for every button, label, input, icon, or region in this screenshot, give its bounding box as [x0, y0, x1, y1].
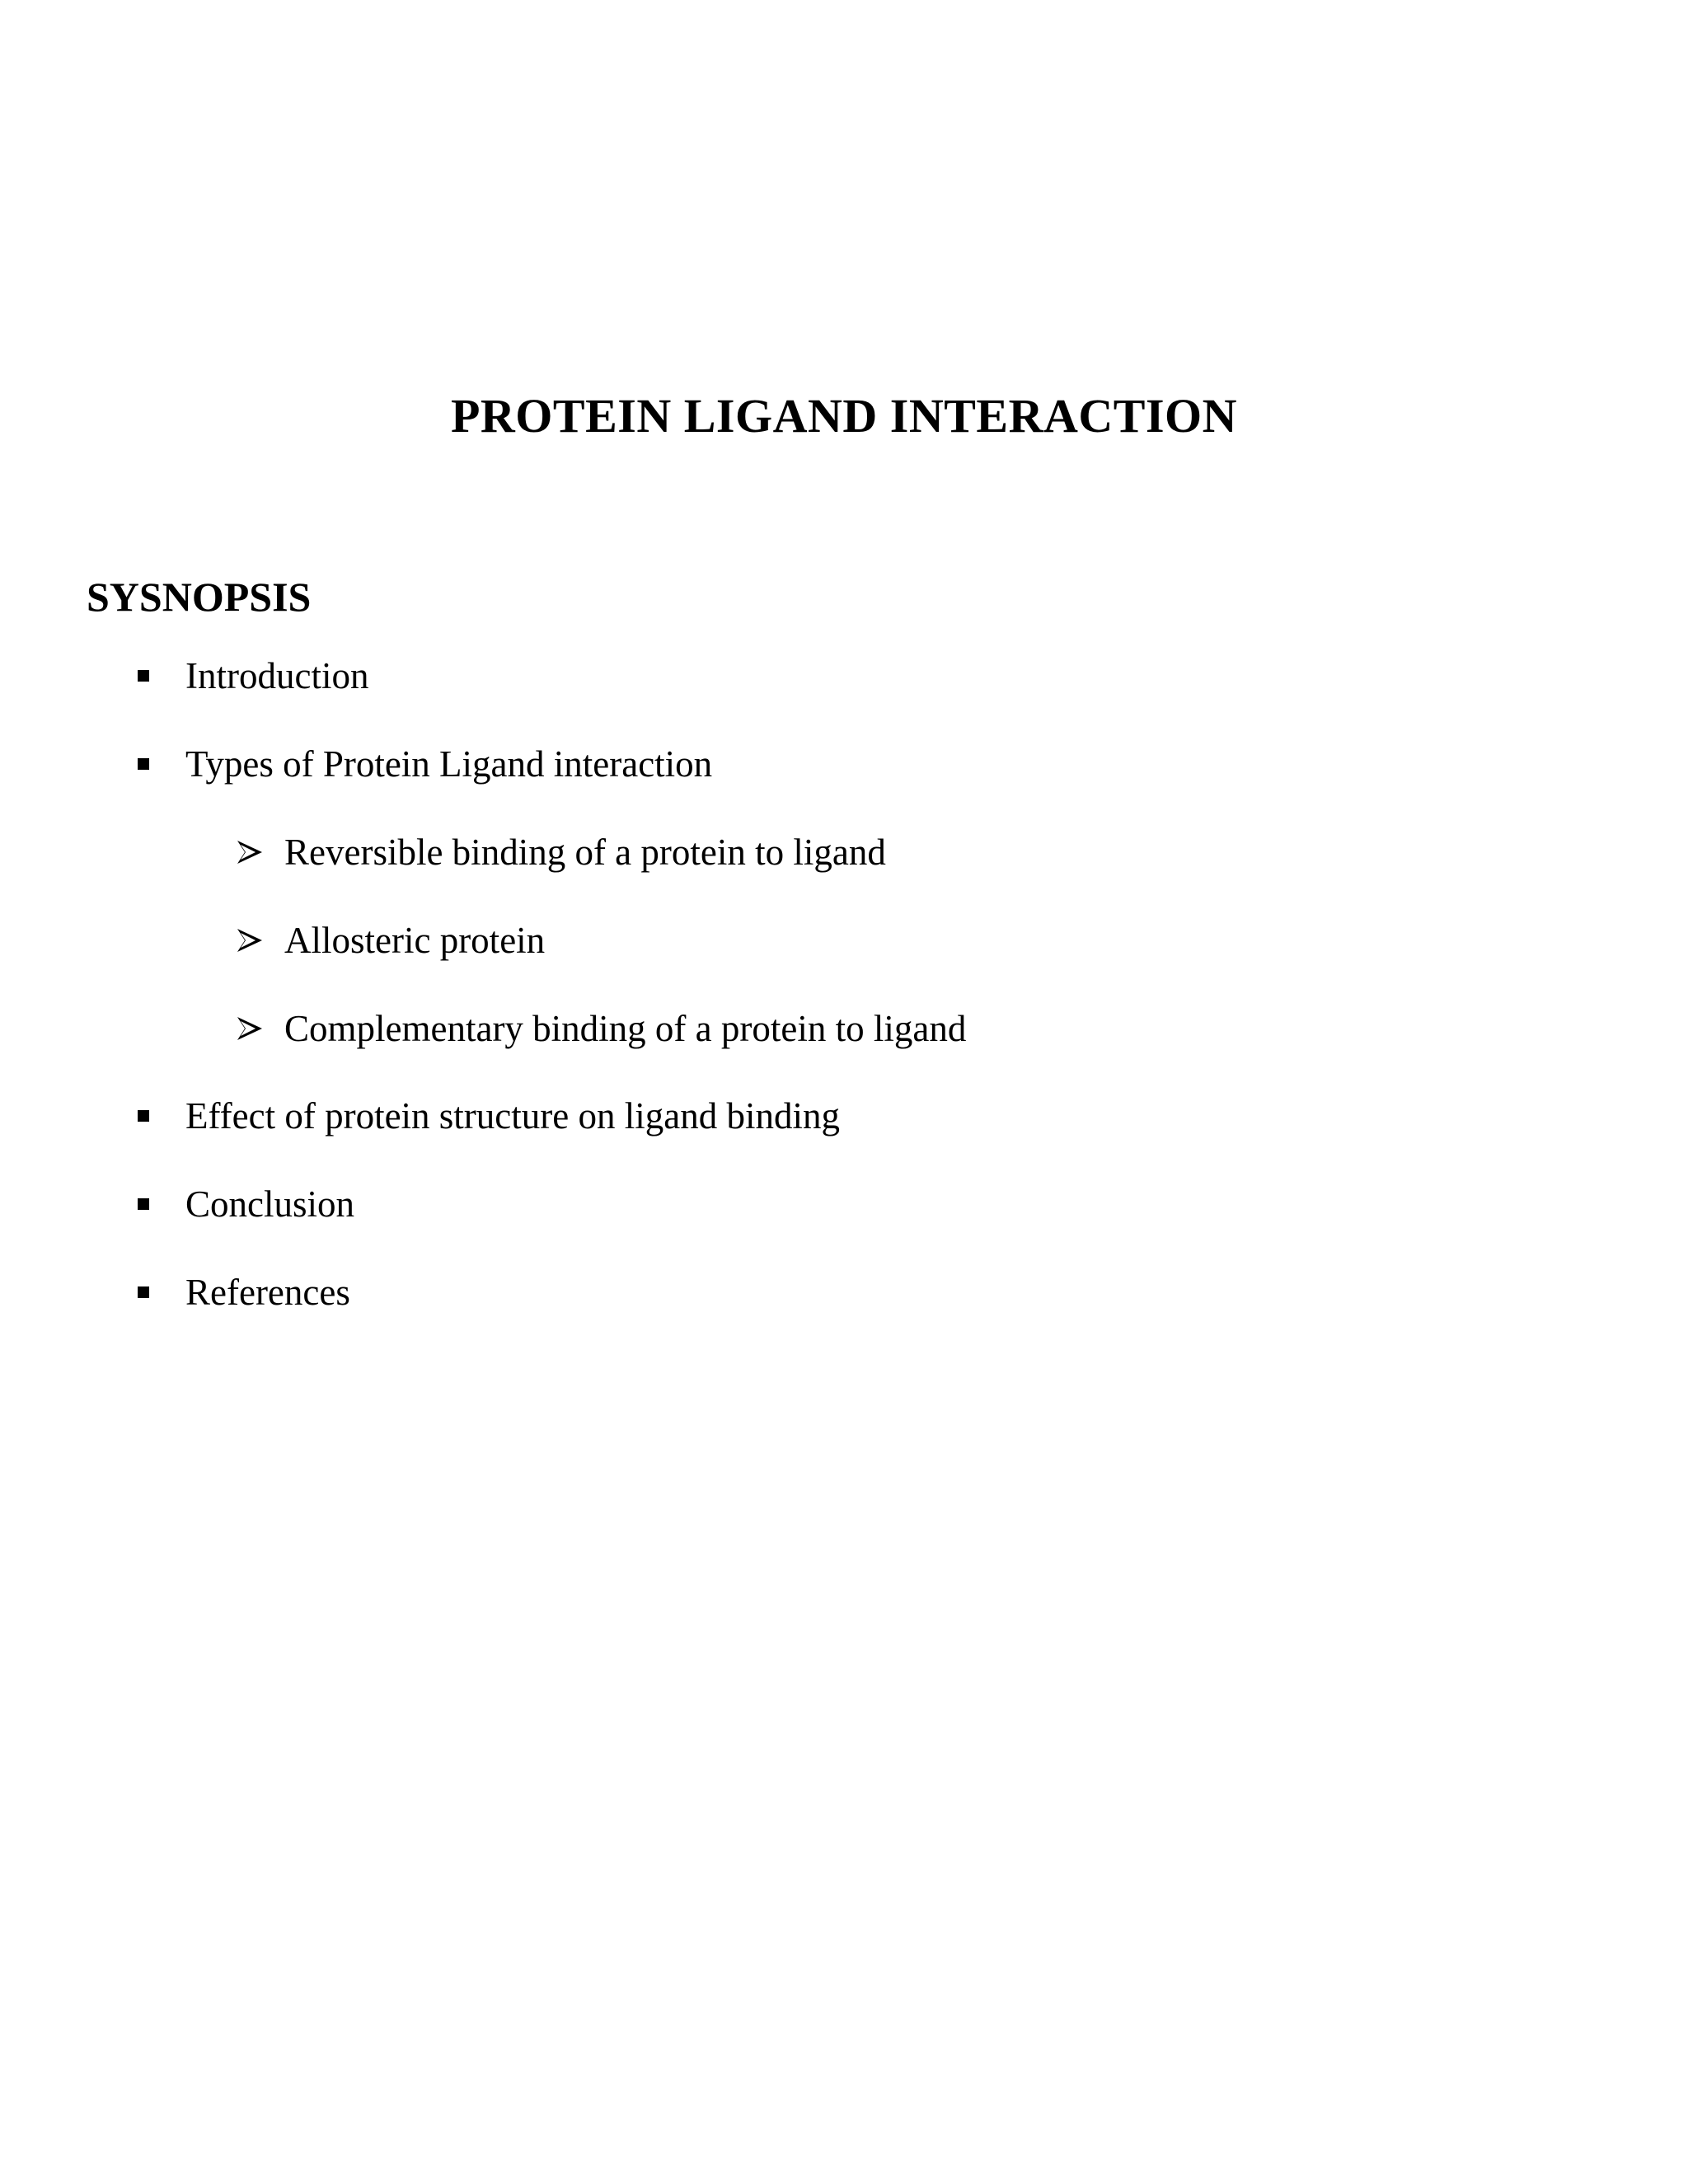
- arrowhead-bullet-icon: [236, 838, 264, 866]
- list-item: [0, 1005, 1688, 1052]
- square-bullet-icon: [138, 1110, 149, 1122]
- list-item-label: Allosteric protein: [284, 920, 546, 961]
- list-item-label: Types of Protein Ligand interaction: [185, 743, 713, 785]
- list-item: [0, 917, 1688, 963]
- list-item: [0, 741, 1688, 787]
- arrowhead-bullet-icon: [236, 926, 264, 954]
- list-item-label: Effect of protein structure on ligand binding: [185, 1095, 840, 1137]
- list-item-label: References: [185, 1272, 350, 1313]
- page-title: PROTEIN LIGAND INTERACTION: [450, 389, 1238, 443]
- list-item: [0, 1181, 1688, 1227]
- square-bullet-icon: [138, 670, 149, 682]
- square-bullet-icon: [138, 758, 149, 770]
- list-item: [0, 653, 1688, 699]
- arrowhead-bullet-icon: [236, 1015, 264, 1043]
- list-item-label: Conclusion: [185, 1183, 355, 1225]
- list-item: [0, 1269, 1688, 1315]
- list-item: [0, 829, 1688, 875]
- list-item: [0, 1093, 1688, 1139]
- section-heading: SYSNOPSIS: [87, 574, 312, 620]
- list-item-label: Introduction: [185, 655, 369, 696]
- list-item-label: Reversible binding of a protein to ligand: [284, 832, 886, 873]
- square-bullet-icon: [138, 1198, 149, 1210]
- list-item-label: Complementary binding of a protein to ligand: [284, 1008, 967, 1049]
- square-bullet-icon: [138, 1286, 149, 1298]
